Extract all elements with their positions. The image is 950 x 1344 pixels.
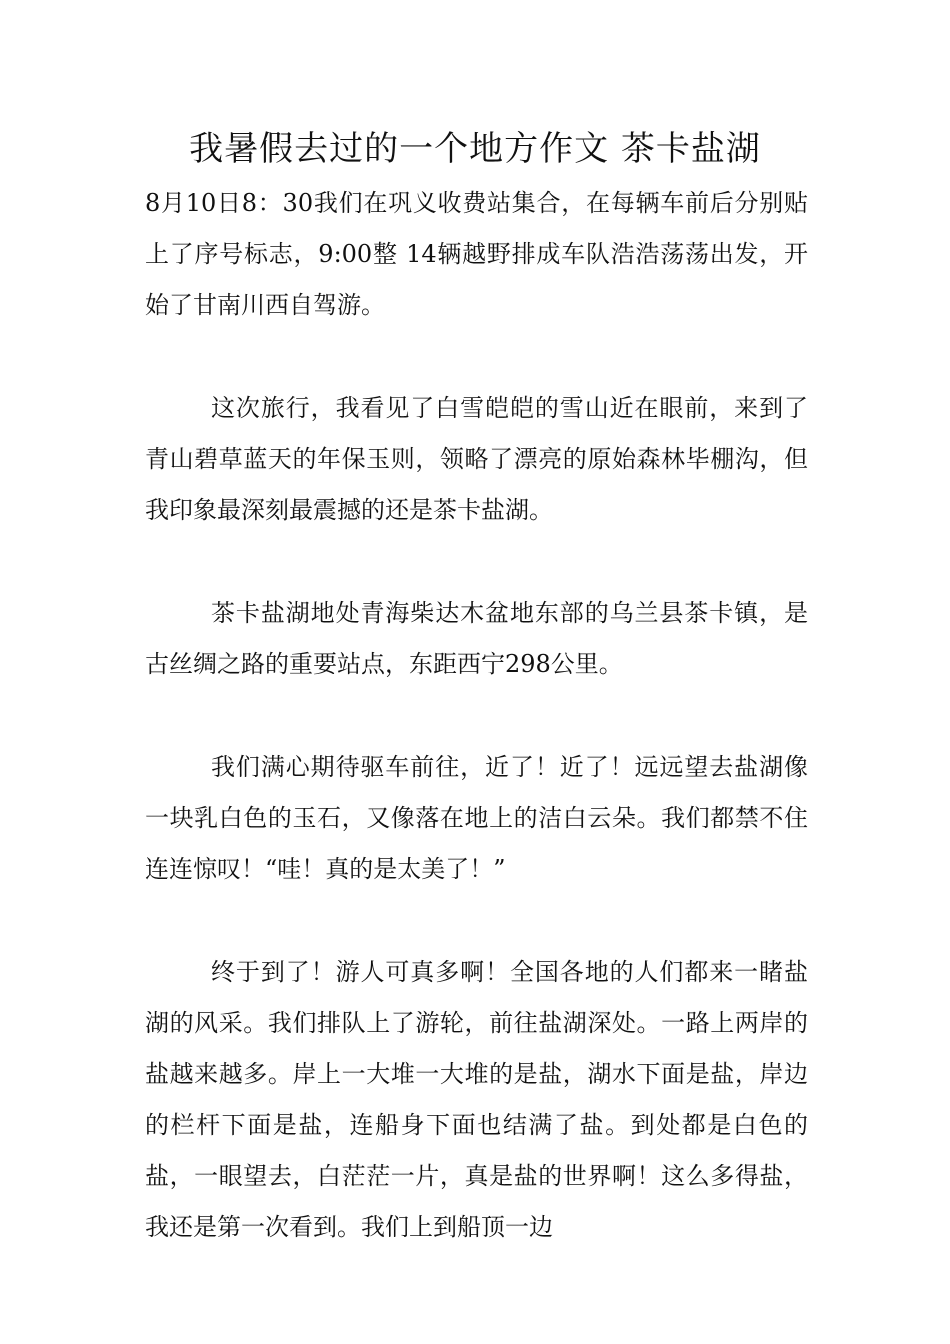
paragraph-arrival: 终于到了！游人可真多啊！全国各地的人们都来一睹盐湖的风采。我们排队上了游轮，前往盐湖深处。一路上两岸的盐越来越多。岸上一大堆一大堆的是盐，湖水下面是盐，岸边的栏杆下面是盐，连船身下面也结满了盐。到处都是白色的盐，一眼望去，白茫茫一片，真是盐的世界啊！这么多得盐，我还是第一次看到。我们上到船顶一边: [145, 958, 808, 1241]
document-body: [145, 178, 808, 1305]
paragraph-location: 茶卡盐湖地处青海柴达木盆地东部的乌兰县茶卡镇，是古丝绸之路的重要站点，东距西宁298公里。: [145, 599, 808, 678]
paragraph-trip-highlights: 这次旅行，我看见了白雪皑皑的雪山近在眼前，来到了青山碧草蓝天的年保玉则，领略了漂亮的原始森林毕棚沟，但我印象最深刻最震撼的还是茶卡盐湖。: [145, 394, 808, 524]
document-title: 我暑假去过的一个地方作文 茶卡盐湖: [189, 129, 761, 169]
paragraph-approach: 我们满心期待驱车前往，近了！近了！远远望去盐湖像一块乳白色的玉石，又像落在地上的洁白云朵。我们都禁不住连连惊叹！“哇！真的是太美了！”: [145, 753, 808, 883]
paragraph-intro: 8月10日8：30我们在巩义收费站集合，在每辆车前后分别贴上了序号标志，9:00整 14辆越野排成车队浩浩荡荡出发，开始了甘南川西自驾游。: [145, 189, 808, 319]
